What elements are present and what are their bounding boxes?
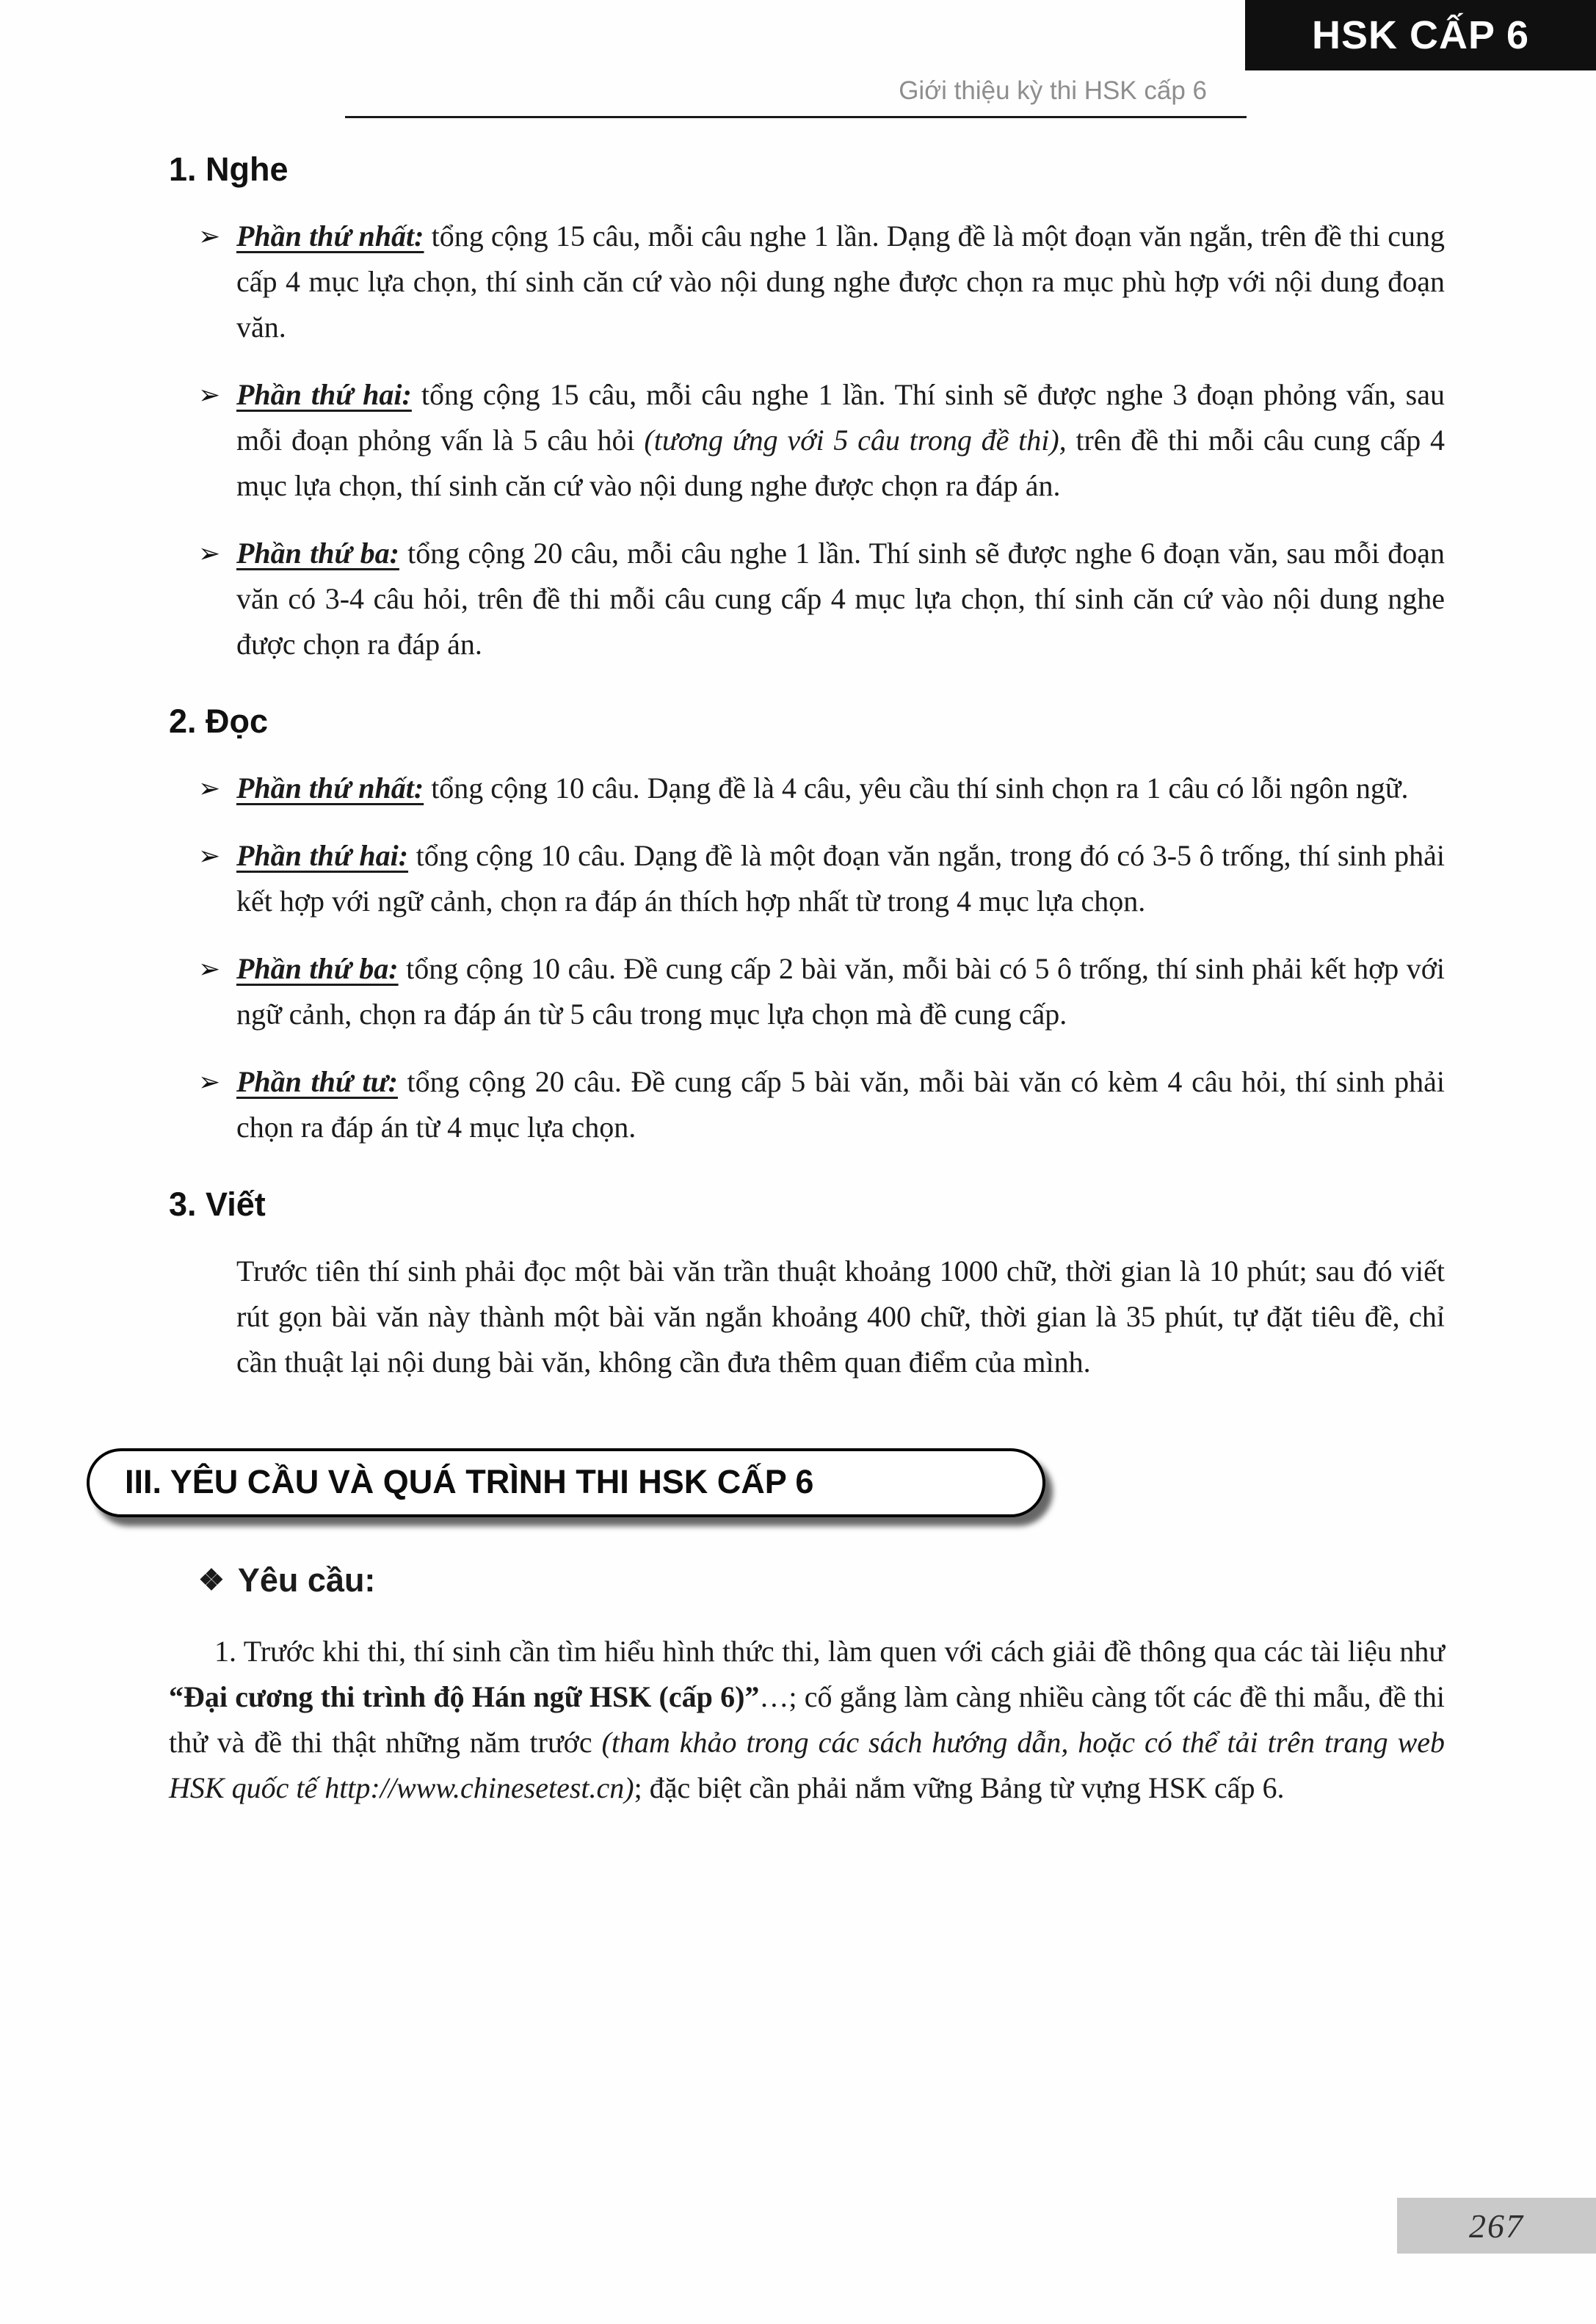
requirements-paragraph: [169, 1629, 1445, 1811]
list-item-text: [236, 946, 1445, 1037]
section-heading-reading: 2. Đọc: [169, 702, 269, 740]
list-item: [169, 214, 1445, 350]
bullet-arrow-icon: ➢: [198, 1067, 221, 1097]
req-seg: …; cố gắng làm càng nhiều càng tốt các đề thi mẫu, đề thi thử và đề thi thật những năm trước: [169, 1680, 1445, 1759]
list-item-body: tổng cộng 15 câu, mỗi câu nghe 1 lần. Thí sinh sẽ được nghe 3 đoạn phỏng vấn, sau mỗi đoạn phỏng vấn là 5 câu hỏi: [236, 378, 1445, 457]
bullet-arrow-icon: ➢: [198, 774, 221, 803]
list-item-body: tổng cộng 15 câu, mỗi câu nghe 1 lần. Dạng đề là một đoạn văn ngắn, trên đề thi cung cấp 4 mục lựa chọn, thí sinh căn cứ vào nội dung nghe được chọn ra mục phù hợp với nội dung đoạn văn.: [236, 219, 1445, 344]
section-listening: [169, 150, 1445, 667]
list-item-lead: Phần thứ ba:: [236, 537, 399, 570]
writing-paragraph: Trước tiên thí sinh phải đọc một bài văn trần thuật khoảng 1000 chữ, thời gian là 10 phút; sau đó viết rút gọn bài văn này thành một bài văn ngắn khoảng 400 chữ, thời gian là 35 phút, tự đặt tiêu đề, chỉ cần thuật lại nội dung bài văn, không cần đưa thêm quan điểm của mình.: [236, 1254, 1445, 1379]
section-heading-listening: 1. Nghe: [169, 150, 289, 188]
list-item-body: tổng cộng 20 câu, mỗi câu nghe 1 lần. Thí sinh sẽ được nghe 6 đoạn văn, sau mỗi đoạn văn có 3-4 câu hỏi, trên đề thi mỗi câu cung cấp 4 mục lựa chọn, thí sinh căn cứ vào nội dung nghe được chọn ra đáp án.: [236, 537, 1446, 661]
list-item: [169, 833, 1445, 924]
list-item-lead: Phần thứ nhất:: [236, 771, 424, 805]
list-item-lead: Phần thứ ba:: [236, 952, 399, 985]
list-item-text: [236, 833, 1445, 924]
hsk-level-badge: HSK CẤP 6: [1245, 0, 1596, 70]
bullet-arrow-icon: ➢: [198, 380, 221, 410]
header-rule: [345, 116, 1247, 118]
list-item-text: [236, 1059, 1445, 1150]
list-item-lead: Phần thứ hai:: [236, 839, 409, 872]
section-writing: [169, 1185, 1445, 1385]
req-italic-note: (tham khảo trong các sách hướng dẫn, hoặc có thể tải trên trang web HSK quốc tế http://www.chinesetest.cn): [169, 1726, 1445, 1804]
list-item-text: [236, 531, 1445, 667]
list-item-text: [236, 372, 1445, 509]
list-item-body: tổng cộng 20 câu. Đề cung cấp 5 bài văn, mỗi bài văn có kèm 4 câu hỏi, thí sinh phải chọn ra đáp án từ 4 mục lựa chọn.: [236, 1065, 1445, 1144]
page-content: [125, 150, 1446, 1811]
banner-title: III. YÊU CẦU VÀ QUÁ TRÌNH THI HSK CẤP 6: [125, 1463, 814, 1500]
requirements-label: Yêu cầu:: [237, 1561, 376, 1599]
list-item-lead: Phần thứ tư:: [236, 1065, 398, 1098]
bullet-arrow-icon: ➢: [198, 539, 221, 568]
req-bold-title: “Đại cương thi trình độ Hán ngữ HSK (cấp 6)”: [169, 1680, 760, 1713]
section-reading: [169, 702, 1445, 1150]
section-banner: [87, 1448, 1045, 1517]
diamond-icon: ❖: [198, 1564, 225, 1597]
list-item-text: [236, 766, 1445, 811]
list-item-italic-note: (tương ứng với 5 câu trong đề thi),: [644, 424, 1067, 457]
list-item-lead: Phần thứ hai:: [236, 378, 412, 411]
requirements-heading: [198, 1561, 1445, 1599]
list-item-body: trên đề thi mỗi câu cung cấp 4 mục lựa chọn, thí sinh căn cứ vào nội dung nghe được chọn ra đáp án.: [236, 424, 1445, 502]
list-item-body: tổng cộng 10 câu. Đề cung cấp 2 bài văn, mỗi bài có 5 ô trống, thí sinh phải kết hợp với ngữ cảnh, chọn ra đáp án từ 5 câu trong mục lựa chọn mà đề cung cấp.: [236, 952, 1445, 1031]
list-item: [169, 766, 1445, 811]
list-item: [169, 1059, 1445, 1150]
page-number: 267: [1469, 2207, 1524, 2245]
list-item: [169, 946, 1445, 1037]
bullet-arrow-icon: ➢: [198, 222, 221, 251]
list-item-text: [236, 214, 1445, 350]
req-seg: ; đặc biệt cần phải nắm vững Bảng từ vựng HSK cấp 6.: [634, 1771, 1285, 1804]
bullet-arrow-icon: ➢: [198, 841, 221, 871]
page-number-badge: [1397, 2198, 1596, 2254]
list-item-body: tổng cộng 10 câu. Dạng đề là một đoạn văn ngắn, trong đó có 3-5 ô trống, thí sinh phải kết hợp với ngữ cảnh, chọn ra đáp án thích hợp nhất từ trong 4 mục lựa chọn.: [236, 839, 1445, 918]
req-seg: 1. Trước khi thi, thí sinh cần tìm hiểu hình thức thi, làm quen với cách giải đề thông qua các tài liệu như: [214, 1635, 1445, 1668]
list-item-lead: Phần thứ nhất:: [236, 219, 424, 253]
header-running-title: Giới thiệu kỳ thi HSK cấp 6: [899, 76, 1207, 105]
section-heading-writing: 3. Viết: [169, 1185, 266, 1223]
bullet-arrow-icon: ➢: [198, 954, 221, 984]
list-item-body: tổng cộng 10 câu. Dạng đề là 4 câu, yêu cầu thí sinh chọn ra 1 câu có lỗi ngôn ngữ.: [424, 771, 1409, 805]
list-item: [169, 372, 1445, 509]
list-item: [169, 531, 1445, 667]
